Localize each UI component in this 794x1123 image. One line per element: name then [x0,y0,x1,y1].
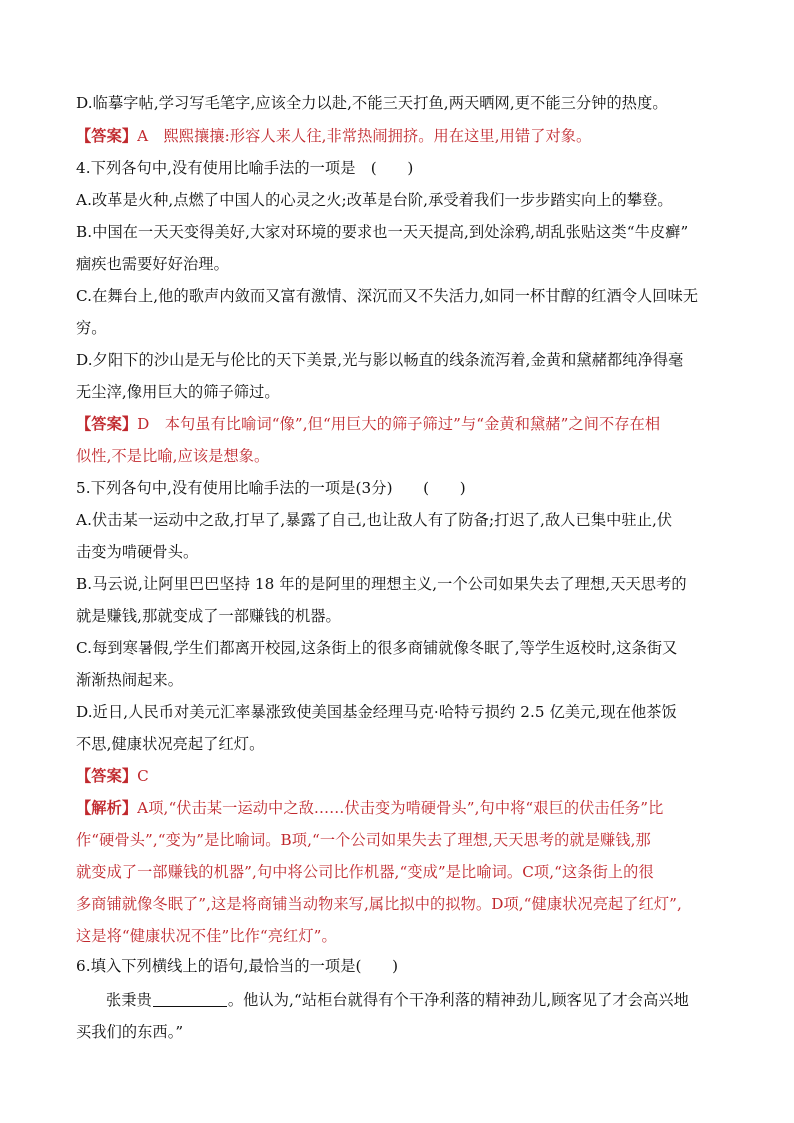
q5-stem: 5.下列各句中,没有使用比喻手法的一项是(3分) ( ) [76,479,466,497]
answer-text: C [137,767,149,785]
q4-answer-line2: 似性,不是比喻,应该是想象。 [76,447,270,465]
q5-option-d-line1: D.近日,人民币对美元汇率暴涨致使美国基金经理马克·哈特亏损约 2.5 亿美元,现在他茶饭 [76,703,677,721]
q6-paragraph-line2: 买我们的东西。” [76,1023,184,1041]
q6-paragraph-line1 [106,990,756,1010]
q4-option-c-line1: C.在舞台上,他的歌声内敛而又富有激情、深沉而又不失活力,如同一杯甘醇的红酒令人回味无 [76,287,699,305]
q5-analysis-line5: 这是将“健康状况不佳”比作“亮红灯”。 [76,927,337,945]
q4-option-a: A.改革是火种,点燃了中国人的心灵之火;改革是台阶,承受着我们一步步踏实向上的攀登。 [76,191,673,209]
q5-option-a-line1: A.伏击某一运动中之敌,打早了,暴露了自己,也让敌人有了防备;打迟了,敌人已集中驻止,伏 [76,511,673,529]
q4-option-c-line2: 穷。 [76,319,107,337]
analysis-tag: 【解析】 [76,799,138,817]
q5-option-b-line1: B.马云说,让阿里巴巴坚持 18 年的是阿里的理想主义,一个公司如果失去了理想,天天思考的 [76,575,687,593]
q5-option-c-line2: 渐渐热闹起来。 [76,671,184,689]
q5-option-a-line2: 击变为啃硬骨头。 [76,543,199,561]
answer-text: A 熙熙攘攘:形容人来人往,非常热闹拥挤。用在这里,用错了对象。 [137,127,592,145]
answer-tag: 【答案】 [76,415,138,433]
q6-stem: 6.填入下列横线上的语句,最恰当的一项是( ) [76,957,399,975]
q5-analysis-line2: 作“硬骨头”,“变为”是比喻词。B项,“一个公司如果失去了理想,天天思考的就是赚钱,那 [76,831,651,849]
q5-option-c-line1: C.每到寒暑假,学生们都离开校园,这条街上的很多商铺就像冬眠了,等学生返校时,这条街又 [76,639,678,657]
q5-analysis-line1 [76,798,726,818]
q6-para-rest: 。他认为,“站柜台就得有个干净利落的精神劲儿,顾客见了才会高兴地 [227,991,689,1009]
q4-option-b-line1: B.中国在一天天变得美好,大家对环境的要求也一天天提高,到处涂鸦,胡乱张贴这类“牛皮癣” [76,223,689,241]
answer-tag: 【答案】 [76,767,138,785]
q4-option-d-line2: 无尘滓,像用巨大的筛子筛过。 [76,383,280,401]
q6-para-start: 张秉贵 [106,991,152,1009]
q3-option-d: D.临摹字帖,学习写毛笔字,应该全力以赴,不能三天打鱼,两天晒网,更不能三分钟的热度。 [76,94,668,112]
q3-answer [76,126,726,146]
q5-analysis-line3: 就变成了一部赚钱的机器”,句中将公司比作机器,“变成”是比喻词。C项,“这条街上的很 [76,863,654,881]
answer-text: D 本句虽有比喻词“像”,但“用巨大的筛子筛过”与“金黄和黛赭”之间不存在相 [137,415,661,433]
fill-blank[interactable] [153,992,227,1007]
q4-option-b-line2: 痼疾也需要好好治理。 [76,255,229,273]
analysis-text: A项,“伏击某一运动中之敌……伏击变为啃硬骨头”,句中将“艰巨的伏击任务”比 [137,799,664,817]
answer-tag: 【答案】 [76,127,138,145]
q5-option-b-line2: 就是赚钱,那就变成了一部赚钱的机器。 [76,607,341,625]
q5-analysis-line4: 多商铺就像冬眠了”,这是将商铺当动物来写,属比拟中的拟物。D项,“健康状况亮起了红灯”, [76,895,682,913]
q4-stem: 4.下列各句中,没有使用比喻手法的一项是 ( ) [76,159,414,177]
q4-answer-line1 [76,414,726,434]
q5-answer [76,766,726,786]
q4-option-d-line1: D.夕阳下的沙山是无与伦比的天下美景,光与影以畅直的线条流泻着,金黄和黛赭都纯净得毫 [76,351,684,369]
q5-option-d-line2: 不思,健康状况亮起了红灯。 [76,735,265,753]
